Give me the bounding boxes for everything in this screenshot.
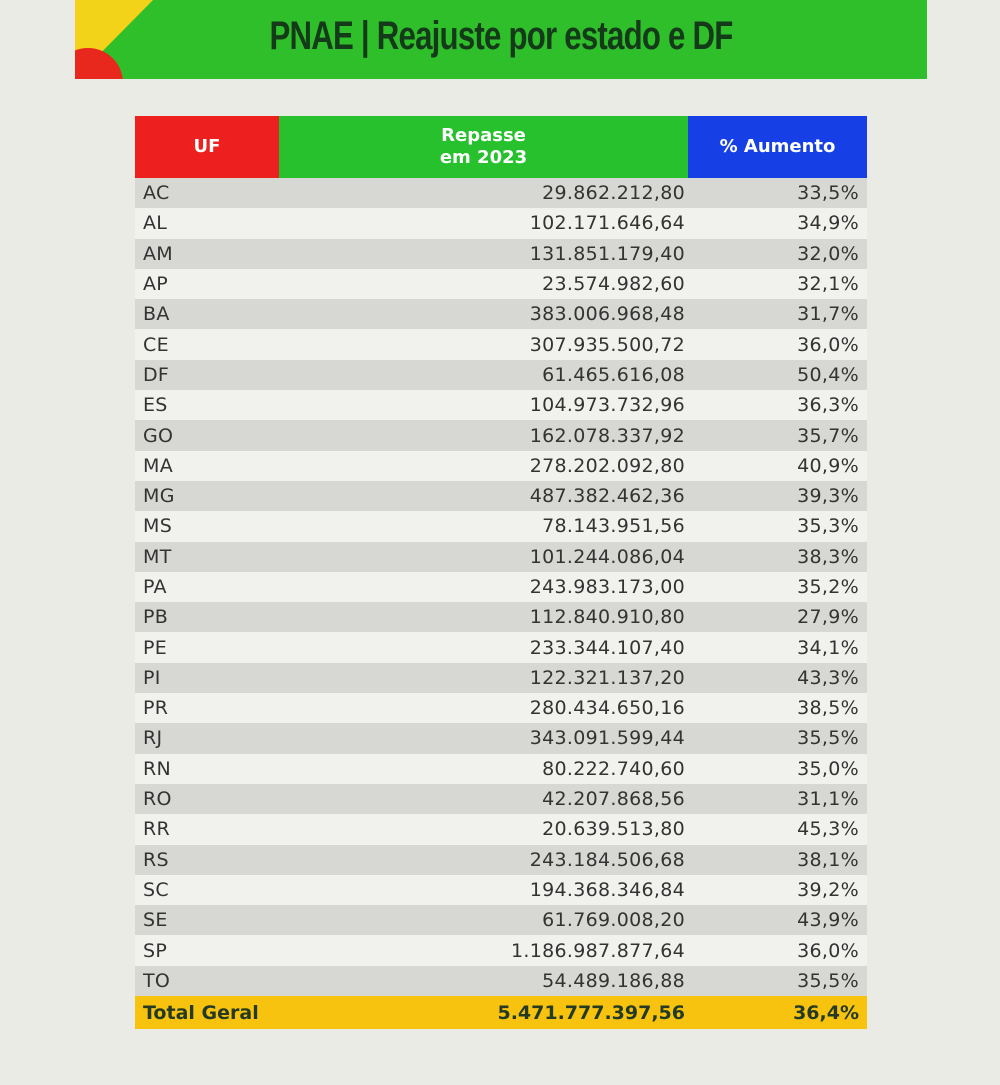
cell-aumento: 50,4% <box>688 360 867 390</box>
cell-aumento: 43,3% <box>688 663 867 693</box>
cell-repasse: 243.184.506,68 <box>279 845 688 875</box>
cell-repasse: 42.207.868,56 <box>279 784 688 814</box>
cell-uf: AL <box>135 208 279 238</box>
cell-uf: SC <box>135 875 279 905</box>
total-label: Total Geral <box>135 996 279 1029</box>
cell-uf: AP <box>135 269 279 299</box>
cell-repasse: 307.935.500,72 <box>279 329 688 359</box>
cell-repasse: 61.465.616,08 <box>279 360 688 390</box>
cell-repasse: 102.171.646,64 <box>279 208 688 238</box>
cell-aumento: 36,0% <box>688 935 867 965</box>
table-row <box>135 239 867 269</box>
cell-repasse: 20.639.513,80 <box>279 814 688 844</box>
cell-uf: MG <box>135 481 279 511</box>
cell-aumento: 38,5% <box>688 693 867 723</box>
cell-repasse: 78.143.951,56 <box>279 511 688 541</box>
cell-repasse: 194.368.346,84 <box>279 875 688 905</box>
cell-aumento: 35,5% <box>688 966 867 996</box>
table-row <box>135 420 867 450</box>
readjustment-table-container <box>135 116 867 1029</box>
table-row <box>135 966 867 996</box>
table-row <box>135 269 867 299</box>
cell-uf: TO <box>135 966 279 996</box>
cell-uf: MS <box>135 511 279 541</box>
cell-repasse: 383.006.968,48 <box>279 299 688 329</box>
total-aumento: 36,4% <box>688 996 867 1029</box>
table-row <box>135 693 867 723</box>
cell-uf: PA <box>135 572 279 602</box>
cell-repasse: 112.840.910,80 <box>279 602 688 632</box>
cell-uf: RN <box>135 754 279 784</box>
cell-repasse: 61.769.008,20 <box>279 905 688 935</box>
cell-aumento: 35,0% <box>688 754 867 784</box>
cell-repasse: 54.489.186,88 <box>279 966 688 996</box>
table-row <box>135 663 867 693</box>
cell-uf: PI <box>135 663 279 693</box>
table-row <box>135 814 867 844</box>
cell-aumento: 35,7% <box>688 420 867 450</box>
cell-uf: AC <box>135 178 279 208</box>
cell-aumento: 39,2% <box>688 875 867 905</box>
table-row <box>135 481 867 511</box>
cell-aumento: 38,3% <box>688 542 867 572</box>
cell-aumento: 35,5% <box>688 723 867 753</box>
title-banner <box>75 0 927 79</box>
cell-repasse: 243.983.173,00 <box>279 572 688 602</box>
table-row <box>135 390 867 420</box>
table-row <box>135 845 867 875</box>
cell-repasse: 162.078.337,92 <box>279 420 688 450</box>
cell-uf: ES <box>135 390 279 420</box>
cell-repasse: 131.851.179,40 <box>279 239 688 269</box>
table-body <box>135 178 867 996</box>
table-row <box>135 602 867 632</box>
cell-repasse: 23.574.982,60 <box>279 269 688 299</box>
cell-uf: GO <box>135 420 279 450</box>
cell-repasse: 343.091.599,44 <box>279 723 688 753</box>
total-repasse: 5.471.777.397,56 <box>279 996 688 1029</box>
cell-uf: BA <box>135 299 279 329</box>
cell-uf: RJ <box>135 723 279 753</box>
cell-uf: RS <box>135 845 279 875</box>
cell-repasse: 278.202.092,80 <box>279 451 688 481</box>
cell-repasse: 1.186.987.877,64 <box>279 935 688 965</box>
cell-aumento: 32,1% <box>688 269 867 299</box>
cell-repasse: 101.244.086,04 <box>279 542 688 572</box>
cell-uf: SE <box>135 905 279 935</box>
table-row <box>135 572 867 602</box>
cell-repasse: 80.222.740,60 <box>279 754 688 784</box>
cell-aumento: 34,1% <box>688 632 867 662</box>
table-header-row <box>135 116 867 178</box>
cell-uf: MT <box>135 542 279 572</box>
cell-uf: RR <box>135 814 279 844</box>
cell-aumento: 39,3% <box>688 481 867 511</box>
column-header-repasse <box>279 116 688 178</box>
cell-aumento: 31,1% <box>688 784 867 814</box>
table-row <box>135 299 867 329</box>
cell-aumento: 33,5% <box>688 178 867 208</box>
cell-uf: DF <box>135 360 279 390</box>
cell-repasse: 487.382.462,36 <box>279 481 688 511</box>
cell-uf: PB <box>135 602 279 632</box>
column-header-uf: UF <box>135 116 279 178</box>
cell-aumento: 36,3% <box>688 390 867 420</box>
table-row <box>135 208 867 238</box>
cell-uf: RO <box>135 784 279 814</box>
column-header-repasse-line2: em 2023 <box>439 147 528 168</box>
cell-aumento: 36,0% <box>688 329 867 359</box>
table-row <box>135 784 867 814</box>
cell-repasse: 29.862.212,80 <box>279 178 688 208</box>
table-row <box>135 723 867 753</box>
cell-uf: PR <box>135 693 279 723</box>
table-row <box>135 905 867 935</box>
cell-aumento: 43,9% <box>688 905 867 935</box>
cell-aumento: 32,0% <box>688 239 867 269</box>
cell-uf: SP <box>135 935 279 965</box>
table-row <box>135 178 867 208</box>
cell-uf: AM <box>135 239 279 269</box>
cell-aumento: 35,2% <box>688 572 867 602</box>
cell-repasse: 233.344.107,40 <box>279 632 688 662</box>
cell-uf: MA <box>135 451 279 481</box>
table-row <box>135 935 867 965</box>
total-row <box>135 996 867 1029</box>
table-row <box>135 360 867 390</box>
cell-aumento: 45,3% <box>688 814 867 844</box>
table-row <box>135 329 867 359</box>
cell-uf: CE <box>135 329 279 359</box>
page-title: PNAE | Reajuste por estado e DF <box>269 14 733 58</box>
table-row <box>135 451 867 481</box>
cell-repasse: 104.973.732,96 <box>279 390 688 420</box>
table-row <box>135 754 867 784</box>
table-row <box>135 632 867 662</box>
readjustment-table <box>135 116 867 1029</box>
table-row <box>135 542 867 572</box>
column-header-repasse-line1: Repasse <box>441 125 526 146</box>
cell-aumento: 40,9% <box>688 451 867 481</box>
cell-aumento: 35,3% <box>688 511 867 541</box>
cell-aumento: 27,9% <box>688 602 867 632</box>
table-row <box>135 511 867 541</box>
cell-aumento: 31,7% <box>688 299 867 329</box>
column-header-aumento: % Aumento <box>688 116 867 178</box>
cell-repasse: 122.321.137,20 <box>279 663 688 693</box>
table-row <box>135 875 867 905</box>
cell-repasse: 280.434.650,16 <box>279 693 688 723</box>
cell-uf: PE <box>135 632 279 662</box>
cell-aumento: 34,9% <box>688 208 867 238</box>
cell-aumento: 38,1% <box>688 845 867 875</box>
